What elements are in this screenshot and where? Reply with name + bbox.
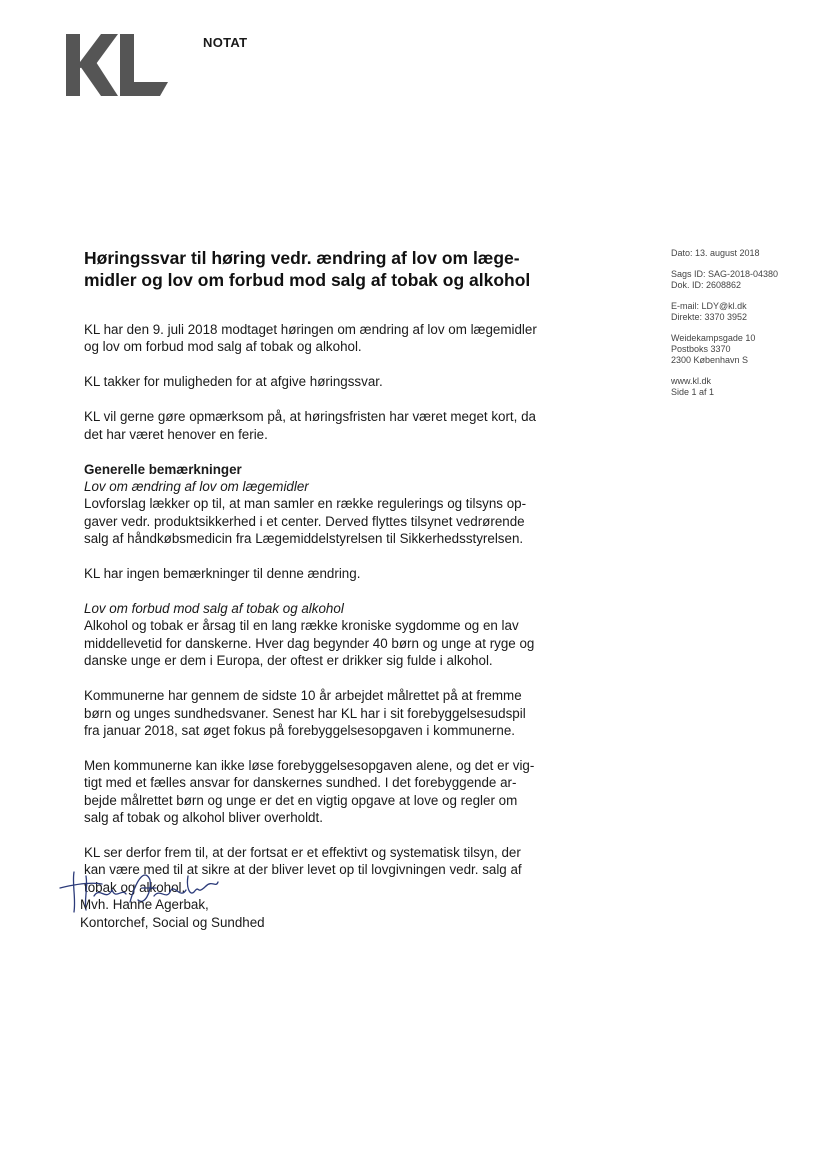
meta-direct-phone: Direkte: 3370 3952	[671, 311, 748, 322]
title-line: midler og lov om forbud mod salg af tobak og alkohol	[84, 270, 531, 290]
meta-address-line: Postboks 3370	[671, 343, 731, 354]
document-type-label: NOTAT	[203, 35, 248, 50]
meta-page-number: Side 1 af 1	[671, 386, 715, 397]
paragraph: KL har ingen bemærkninger til denne ændring.	[84, 566, 361, 582]
closing-role: Kontorchef, Social og Sundhed	[80, 915, 265, 930]
section-heading: Generelle bemærkninger	[84, 461, 242, 477]
subsection-heading: Lov om forbud mod salg af tobak og alkohol	[84, 600, 344, 616]
kl-logo	[66, 34, 168, 96]
meta-address-line: Weidekampsgade 10	[671, 332, 756, 343]
meta-website: www.kl.dk	[671, 375, 712, 386]
meta-doc-id: Dok. ID: 2608862	[671, 279, 742, 290]
paragraph: Kommunerne har gennem de sidste 10 år arbejdet målrettet på at fremme børn og unges sundhedsvaner. Senest har KL har i sit forebyggelsesudspil fra januar 2018, sat øget fokus på forebyggelsesopgaven i kommunerne.	[84, 688, 526, 738]
paragraph: Men kommunerne kan ikke løse forebyggelsesopgaven alene, og det er vig- tigt med et fælles ansvar for danskernes sundhed. I det forebyggende ar- bejde målrettet børn og unge er det en vigtig opgave at love og regler om salg af tobak og alkohol bliver overholdt.	[84, 757, 535, 826]
title-line: Høringssvar til høring vedr. ændring af lov om læge-	[84, 248, 520, 268]
intro-paragraph: KL vil gerne gøre opmærksom på, at høringsfristen har været meget kort, da det har været henover en ferie.	[84, 409, 536, 442]
subsection-heading: Lov om ændring af lov om lægemidler	[84, 478, 309, 494]
document-body	[84, 321, 564, 896]
meta-email: E-mail: LDY@kl.dk	[671, 300, 747, 311]
meta-address-line: 2300 København S	[671, 354, 749, 365]
paragraph: Lovforslag lækker op til, at man samler en række regulerings og tilsyns op- gaver vedr. produktsikkerhed i et center. Derved flyttes tilsynet vedrørende salg af håndkøbsmedicin fra Lægemiddelstyrelsen til Sikkerhedsstyrelsen.	[84, 496, 527, 547]
meta-date: Dato: 13. august 2018	[671, 248, 760, 258]
document-metadata	[671, 248, 811, 408]
intro-paragraph: KL takker for muligheden for at afgive høringssvar.	[84, 374, 383, 390]
closing-greeting: Mvh. Hanne Agerbak,	[80, 897, 209, 912]
paragraph: KL ser derfor frem til, at der fortsat er et effektivt og systematisk tilsyn, der kan være med til at sikre at der bliver levet op til lovgivningen vedr. salg af tobak og alkohol.	[84, 844, 522, 895]
closing-block	[80, 896, 265, 932]
meta-case-id: Sags ID: SAG-2018-04380	[671, 268, 779, 279]
document-title	[84, 247, 564, 291]
intro-paragraph: KL har den 9. juli 2018 modtaget høringen om ændring af lov om lægemidler og lov om forbud mod salg af tobak og alkohol.	[84, 322, 537, 355]
paragraph: Alkohol og tobak er årsag til en lang række kroniske sygdomme og en lav middellevetid for danskerne. Hver dag begynder 40 børn og unge at ryge og danske unge er dem i Europa, der oftest er drikker sig fulde i alkohol.	[84, 618, 535, 669]
